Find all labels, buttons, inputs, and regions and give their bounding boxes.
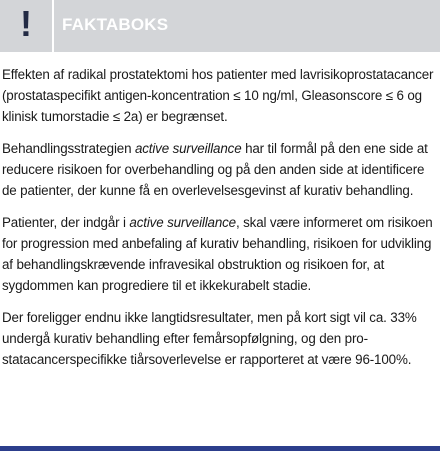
factbox-paragraph	[2, 64, 434, 127]
factbox-paragraph	[2, 307, 434, 370]
paragraph-text: Effekten af radikal prostatektomi hos patienter med lavrisikoprostatacancer (prostataspecifikt antigen-koncentration ≤ 10 ng/ml, Gleasonscore ≤ 6 og klinisk tumorstadie ≤ 2a) er begrænset.	[2, 67, 434, 124]
paragraph-text: Patienter, der indgår i	[2, 215, 130, 230]
factbox-title: FAKTABOKS	[62, 15, 169, 34]
paragraph-text: Behandlingsstrategien	[2, 141, 135, 156]
factbox-paragraph	[2, 138, 434, 201]
paragraph-text: har til formål på den ene side at reducere risikoen for overbehandling og på den anden side at identificere de patienter, der kunne få en overlevelsesgevinst af kurativ behandling.	[2, 141, 428, 198]
italic-term: active surveillance	[134, 141, 242, 156]
italic-term: active surveillance	[129, 215, 236, 230]
exclamation-icon: !	[20, 3, 32, 44]
factbox-body	[2, 64, 434, 370]
factbox-paragraph	[2, 212, 434, 296]
header-divider	[52, 0, 54, 52]
paragraph-text: , skal være informeret om risikoen for progression med anbefaling af kurativ behandling, risikoen for udvikling af behandlingskrævende infravesikal obstruktion og risikoen for, at sygdommen kan progrediere til et ikkekurabelt stadie.	[2, 215, 433, 293]
icon-cell	[0, 0, 52, 52]
bottom-rule	[0, 446, 440, 451]
paragraph-text: Der foreligger endnu ikke langtidsresultater, men på kort sigt vil ca. 33% undergå kurativ behandling efter femårsopfølgning, og den prostatacancerspecifikke tiårsoverlevelse er rapporteret at være 96-100%.	[2, 310, 417, 367]
factbox-header	[0, 0, 440, 52]
